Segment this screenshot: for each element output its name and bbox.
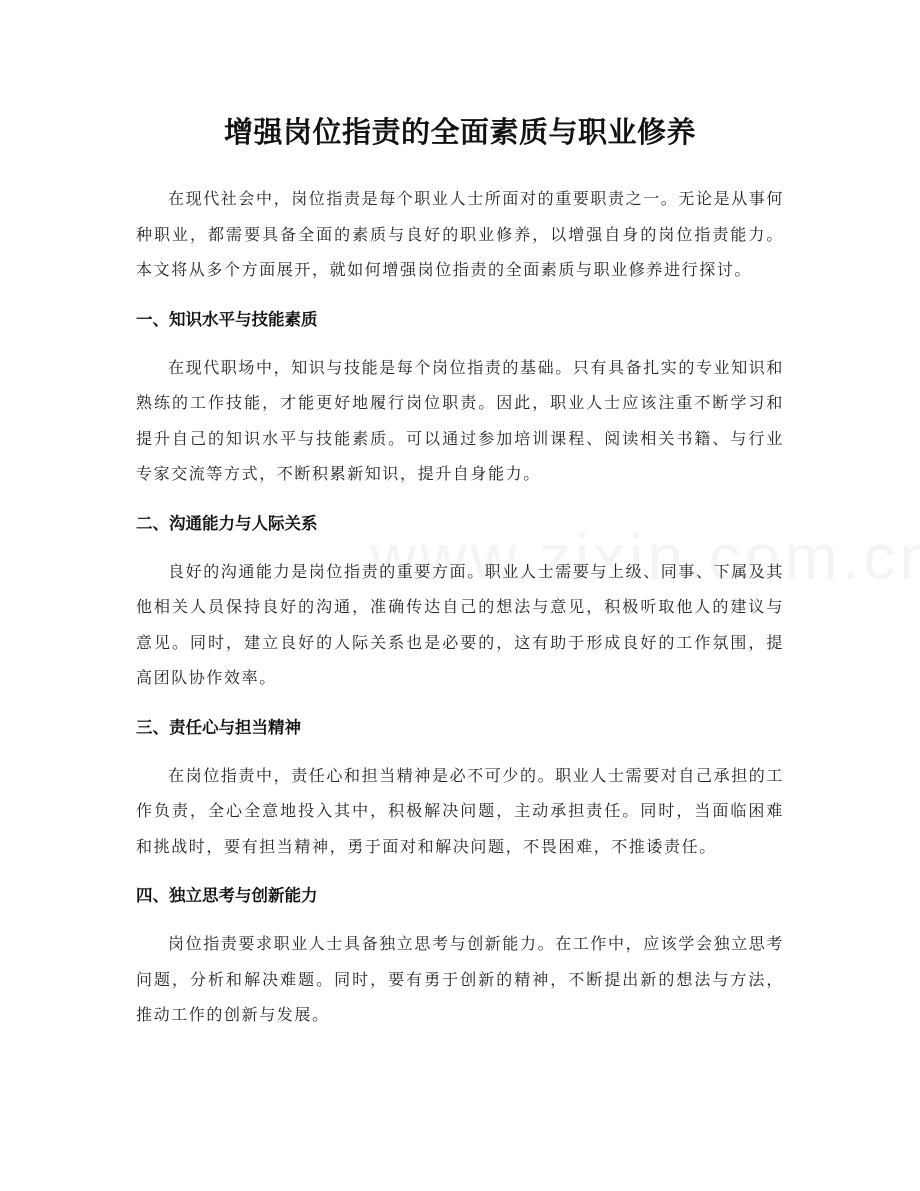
section-2-body: 良好的沟通能力是岗位指责的重要方面。职业人士需要与上级、同事、下属及其他相关人员保持良好的沟通，准确传达自己的想法与意见，积极听取他人的建议与意见。同时，建立良好的人际关系也是必要的，这有助于形成良好的工作氛围，提高团队协作效率。: [136, 561, 785, 687]
section-4-body: 岗位指责要求职业人士具备独立思考与创新能力。在工作中，应该学会独立思考问题，分析和解决难题。同时，要有勇于创新的精神，不断提出新的想法与方法，推动工作的创新与发展。: [136, 934, 785, 1024]
section-2-heading: 二、沟通能力与人际关系: [136, 513, 318, 533]
section-4-heading: 四、独立思考与创新能力: [136, 886, 318, 905]
document-title: 增强岗位指责的全面素质与职业修养: [223, 115, 696, 149]
intro-paragraph: 在现代社会中，岗位指责是每个职业人士所面对的重要职责之一。无论是从事何种职业，都需要具备全面的素质与良好的职业修养，以增强自身的岗位指责能力。本文将从多个方面展开，就如何增强岗位指责的全面素质与职业修养进行探讨。: [136, 189, 785, 279]
section-3-body: 在岗位指责中，责任心和担当精神是必不可少的。职业人士需要对自己承担的工作负责，全心全意地投入其中，积极解决问题，主动承担责任。同时，当面临困难和挑战时，要有担当精神，勇于面对和解决问题，不畏困难，不推诿责任。: [136, 765, 785, 856]
section-3-heading: 三、责任心与担当精神: [136, 717, 301, 737]
section-1-body: 在现代职场中，知识与技能是每个岗位指责的基础。只有具备扎实的专业知识和熟练的工作技能，才能更好地履行岗位职责。因此，职业人士应该注重不断学习和提升自己的知识水平与技能素质。可以通过参加培训课程、阅读相关书籍、与行业专家交流等方式，不断积累新知识，提升自身能力。: [136, 357, 785, 483]
section-1-heading: 一、知识水平与技能素质: [136, 309, 318, 329]
document-body: [136, 181, 784, 1033]
